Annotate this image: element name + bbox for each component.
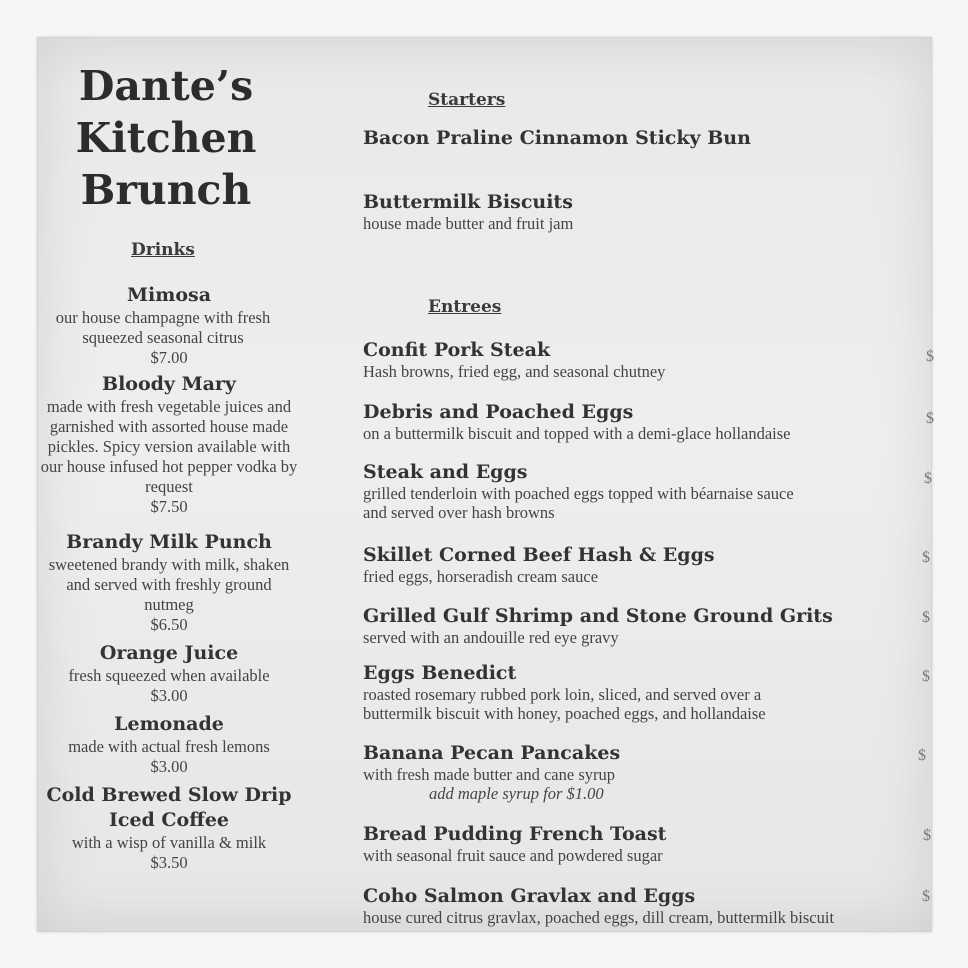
drink-item [38,530,300,635]
drink-item [38,372,300,517]
entree-desc: Hash browns, fried egg, and seasonal chutney [363,362,666,381]
drink-desc: our house champagne with fresh squeezed seasonal citrus [55,308,271,347]
entree-price-mark: $ [922,549,930,566]
starter-name: Bacon Praline Cinnamon Sticky Bun [363,127,751,149]
entrees-heading: Entrees [428,297,502,317]
entree-price-mark: $ [926,348,934,365]
entree-item [363,604,923,647]
drink-price: $7.50 [150,497,188,516]
drink-name: Orange Juice [99,642,239,664]
entree-item [363,884,923,927]
entree-item [363,741,923,804]
drinks-list [38,283,300,873]
entree-name: Debris and Poached Eggs [363,401,634,423]
drink-name: Bloody Mary [102,373,236,395]
drink-price: $6.50 [150,615,188,634]
title-line-1: Dante’s [78,62,254,110]
drink-price: $3.50 [150,853,188,872]
entree-price-mark: $ [922,888,930,905]
drink-name: Cold Brewed Slow Drip Iced Coffee [46,784,292,831]
title-line-3: Brunch [80,166,252,214]
drink-name: Mimosa [126,284,212,306]
entree-price-mark: $ [924,470,932,487]
entree-desc: on a buttermilk biscuit and topped with a demi-glace hollandaise [363,424,791,443]
drink-item [38,641,300,706]
drink-price: $3.00 [150,757,188,776]
entree-name: Confit Pork Steak [363,339,551,361]
starter-desc: house made butter and fruit jam [363,214,574,233]
entree-name: Coho Salmon Gravlax and Eggs [363,885,696,907]
drink-item [38,283,300,368]
drink-desc: made with actual fresh lemons [68,737,270,756]
drink-desc: with a wisp of vanilla & milk [71,833,267,852]
drink-price: $7.00 [150,348,188,367]
entree-name: Grilled Gulf Shrimp and Stone Ground Grits [363,605,833,627]
entree-desc: with fresh made butter and cane syrup [363,765,615,784]
entree-item [363,338,923,381]
entree-item [363,400,923,443]
entree-desc: house cured citrus gravlax, poached eggs, dill cream, buttermilk biscuit [363,908,835,927]
entree-name: Bread Pudding French Toast [363,823,667,845]
title-line-2: Kitchen [75,114,257,162]
entree-item [363,460,923,522]
entree-price-mark: $ [926,410,934,427]
drinks-heading: Drinks [131,240,195,260]
drink-name: Lemonade [114,713,224,735]
entree-desc: served with an andouille red eye gravy [363,628,619,647]
entree-name: Eggs Benedict [363,662,517,684]
starters-heading: Starters [428,90,506,110]
entree-item [363,822,923,865]
starter-name: Buttermilk Biscuits [363,191,573,213]
drink-desc: fresh squeezed when available [68,666,270,685]
entree-name: Banana Pecan Pancakes [363,742,621,764]
entree-desc: with seasonal fruit sauce and powdered sugar [363,846,663,865]
drink-desc: made with fresh vegetable juices and garnished with assorted house made pickles. Spicy version available with our house infused hot pepper vodka by request [40,397,298,496]
entree-item [363,543,923,586]
entree-name: Skillet Corned Beef Hash & Eggs [363,544,715,566]
drink-desc: sweetened brandy with milk, shaken and served with freshly ground nutmeg [48,555,290,614]
entree-price-mark: $ [918,747,926,764]
menu-sheet [37,37,932,932]
entree-price-mark: $ [922,609,930,626]
entree-name: Steak and Eggs [363,461,528,483]
entree-desc: grilled tenderloin with poached eggs topped with béarnaise sauce and served over hash browns [363,484,794,522]
entree-price-mark: $ [922,668,930,685]
entree-price-mark: $ [923,827,931,844]
entree-note: add maple syrup for $1.00 [429,784,604,803]
starter-item [363,190,923,233]
drink-item [38,712,300,777]
entree-desc: fried eggs, horseradish cream sauce [363,567,599,586]
starter-item [363,126,923,150]
entree-desc: roasted rosemary rubbed pork loin, sliced, and served over a buttermilk biscuit with honey, poached eggs, and hollandaise [363,685,766,723]
drink-price: $3.00 [150,686,188,705]
menu-title [66,60,266,216]
drink-name: Brandy Milk Punch [66,531,272,553]
entree-item [363,661,923,723]
drink-item [38,783,300,873]
